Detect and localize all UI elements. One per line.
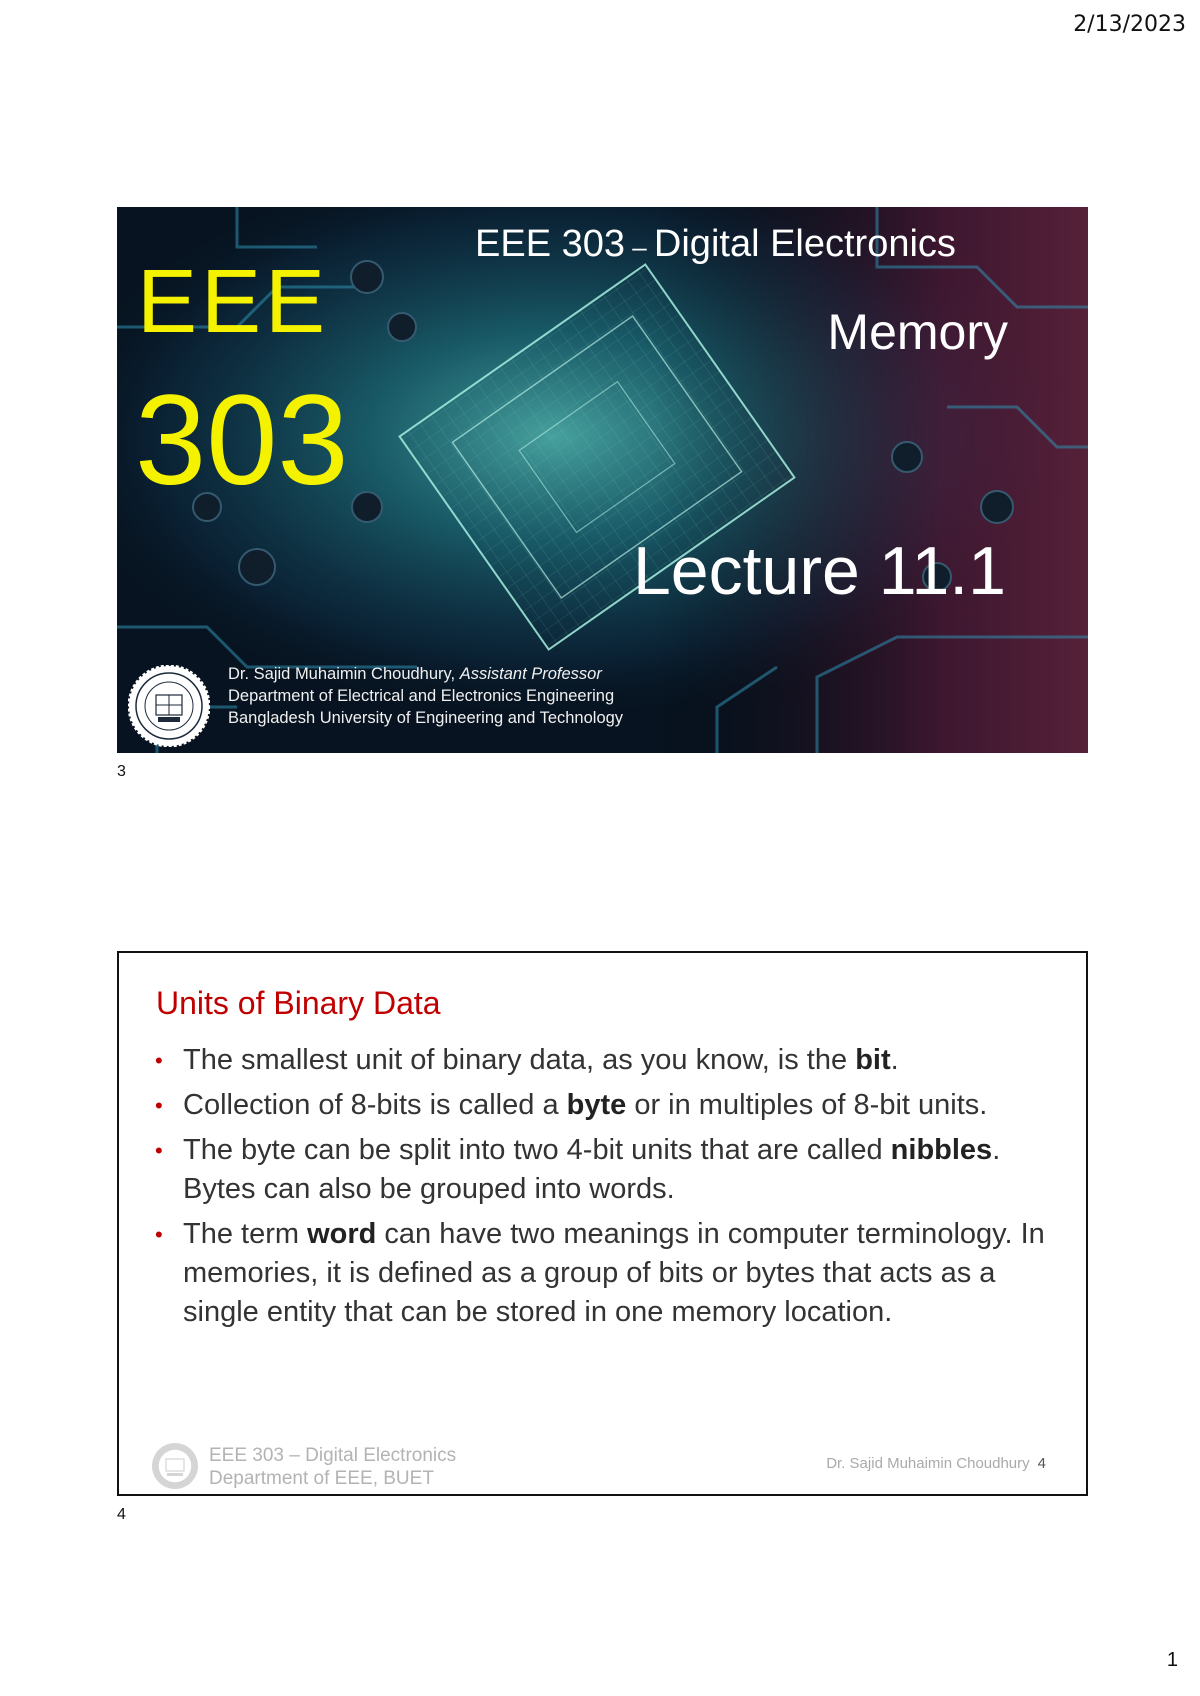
bullet-item xyxy=(155,1086,1055,1125)
bullet-text: can have two meanings in computer terminology. In memories, it is defined as a group of bits or bytes that acts as a single entity that can be stored in one memory location. xyxy=(183,1218,1045,1328)
bullet-marker: • xyxy=(155,1222,163,1247)
footer-slide-number: 4 xyxy=(1037,1455,1046,1472)
footer-department: Department of EEE, BUET xyxy=(209,1468,434,1489)
big-course-code-line2: 303 xyxy=(135,369,349,512)
lecture-topic: Memory xyxy=(827,304,1008,360)
author-university: Bangladesh University of Engineering and Technology xyxy=(228,709,624,727)
bullet-text: Collection of 8-bits is called a xyxy=(183,1089,567,1121)
course-dash: – xyxy=(625,232,654,262)
slide-footer-right xyxy=(826,1455,1046,1472)
slide-number-4: 4 xyxy=(117,1506,126,1523)
slide-number-3: 3 xyxy=(117,763,126,780)
author-role: Assistant Professor xyxy=(459,665,602,683)
bullet-marker: • xyxy=(155,1138,163,1163)
course-title xyxy=(475,223,956,266)
print-date: 2/13/2023 xyxy=(1073,12,1186,37)
footer-course: EEE 303 – Digital Electronics xyxy=(209,1445,457,1466)
big-course-code-line1: EEE xyxy=(137,252,330,352)
bold-term: nibbles xyxy=(890,1134,993,1166)
bold-term: byte xyxy=(566,1089,627,1121)
author-department: Department of Electrical and Electronics Engineering xyxy=(228,687,615,705)
footer-author: Dr. Sajid Muhaimin Choudhury xyxy=(826,1455,1030,1472)
footer-course-info xyxy=(209,1444,456,1490)
bullet-list xyxy=(155,1041,1055,1338)
title-slide xyxy=(117,207,1088,753)
course-code: EEE 303 xyxy=(475,223,625,265)
bold-term: bit xyxy=(855,1044,891,1076)
university-seal-icon xyxy=(151,1442,199,1490)
bullet-text: The byte can be split into two 4-bit units that are called xyxy=(183,1134,891,1166)
bullet-text: . xyxy=(890,1044,899,1076)
bullet-text: The term xyxy=(183,1218,308,1250)
author-name: Dr. Sajid Muhaimin Choudhury, xyxy=(228,665,460,683)
bullet-text: The smallest unit of binary data, as you know, is the xyxy=(183,1044,856,1076)
bullet-marker: • xyxy=(155,1048,163,1073)
content-slide xyxy=(117,951,1088,1496)
course-name: Digital Electronics xyxy=(653,223,956,265)
bold-term: word xyxy=(307,1218,377,1250)
bullet-item xyxy=(155,1041,1055,1080)
university-seal-icon xyxy=(128,665,210,747)
bullet-text: or in multiples of 8-bit units. xyxy=(626,1089,988,1121)
author-line xyxy=(228,663,623,685)
author-block xyxy=(228,663,623,729)
bullet-item xyxy=(155,1215,1055,1332)
bullet-item xyxy=(155,1131,1055,1209)
lecture-number: Lecture 11.1 xyxy=(632,533,1006,609)
bullet-marker: • xyxy=(155,1093,163,1118)
slide-title: Units of Binary Data xyxy=(156,985,441,1021)
page-number: 1 xyxy=(1166,1649,1178,1671)
bullet-text: . Bytes can also be grouped into words. xyxy=(183,1134,1001,1205)
